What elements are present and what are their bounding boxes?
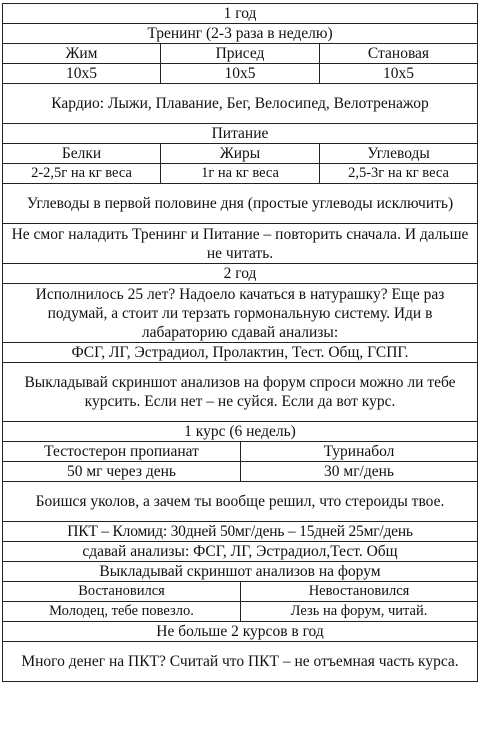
year2-intro: Исполнилось 25 лет? Надоело качаться в натурашку? Еще раз подумай, а стоит ли терзать гормональную систему. Иди в лабараторию сдавай анализы:: [3, 284, 478, 343]
amount-protein: 2-2,5г на кг веса: [3, 164, 161, 184]
dose-testosterone: 50 мг через день: [3, 462, 241, 482]
tests-list: ФСГ, ЛГ, Эстрадиол, Пролактин, Тест. Общ, ГСПГ.: [3, 343, 478, 363]
cardio-note: Кардио: Лыжи, Плавание, Бег, Велосипед, Велотренажор: [3, 84, 478, 124]
fail-note: Не смог наладить Тренинг и Питание – повторить сначала. И дальше не читать.: [3, 224, 478, 264]
pct-cost-note: Много денег на ПКТ? Считай что ПКТ – не отъемная часть курса.: [3, 642, 478, 682]
year2-title: 2 год: [3, 264, 478, 284]
macro-fat: Жиры: [161, 144, 320, 164]
outcome-recovered-note: Молодец, тебе повезло.: [3, 602, 241, 622]
training-title: Тренинг (2-3 раза в неделю): [3, 24, 478, 44]
amount-carbs: 2,5-3г на кг веса: [320, 164, 478, 184]
macro-carbs: Углеводы: [320, 144, 478, 164]
sets-squat: 10х5: [161, 64, 320, 84]
drug-turinabol: Туринабол: [241, 442, 478, 462]
outcome-not-recovered: Невостановился: [241, 582, 478, 602]
exercise-bench: Жим: [3, 44, 161, 64]
drug-testosterone: Тестостерон пропианат: [3, 442, 241, 462]
course-limit: Не больше 2 курсов в год: [3, 622, 478, 642]
sets-bench: 10х5: [3, 64, 161, 84]
year1-title: 1 год: [3, 4, 478, 24]
pct-protocol: ПКТ – Кломид: 30дней 50мг/день – 15дней 25мг/день: [3, 522, 478, 542]
nutrition-title: Питание: [3, 124, 478, 144]
carbs-note: Углеводы в первой половине дня (простые углеводы исключить): [3, 184, 478, 224]
sets-deadlift: 10х5: [320, 64, 478, 84]
exercise-squat: Присед: [161, 44, 320, 64]
steroid-plan-table: [2, 3, 478, 682]
macro-protein: Белки: [3, 144, 161, 164]
outcome-not-recovered-note: Лезь на форум, читай.: [241, 602, 478, 622]
exercise-deadlift: Становая: [320, 44, 478, 64]
forum-note: Выкладывай скриншот анализов на форум спроси можно ли тебе курсить. Если нет – не суйся. Если да вот курс.: [3, 363, 478, 422]
dose-turinabol: 30 мг/день: [241, 462, 478, 482]
outcome-recovered: Востановился: [3, 582, 241, 602]
amount-fat: 1г на кг веса: [161, 164, 320, 184]
injection-note: Боишся уколов, а зачем ты вообще решил, что стероиды твое.: [3, 482, 478, 522]
post-tests: сдавай анализы: ФСГ, ЛГ, Эстрадиол,Тест. Общ: [3, 542, 478, 562]
post-forum: Выкладывай скриншот анализов на форум: [3, 562, 478, 582]
course-title: 1 курс (6 недель): [3, 422, 478, 442]
